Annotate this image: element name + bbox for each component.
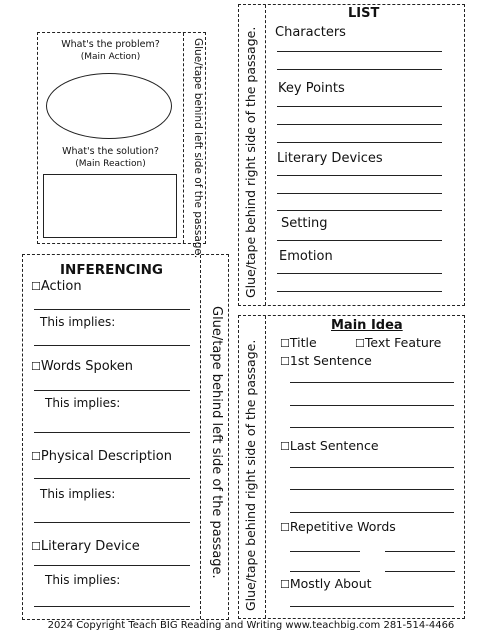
inferencing-action-item	[31, 279, 82, 294]
answer-line	[290, 405, 454, 406]
implies-label: This implies:	[45, 396, 121, 410]
list-characters: Characters	[275, 25, 346, 40]
solution-subtitle: (Main Reaction)	[75, 159, 146, 169]
list-title: LIST	[348, 6, 380, 21]
text-feature-label: Text Feature	[364, 335, 442, 350]
answer-line	[34, 606, 190, 607]
inferencing-literary-item	[31, 539, 140, 554]
implies-label: This implies:	[40, 487, 116, 501]
problem-oval	[46, 73, 172, 139]
inferencing-action-label: Action	[40, 279, 82, 294]
checkbox-icon[interactable]: ☐	[280, 521, 290, 534]
answer-line	[277, 124, 442, 125]
checkbox-icon[interactable]: ☐	[355, 337, 365, 350]
checkbox-icon[interactable]: ☐	[280, 355, 290, 368]
inferencing-glue-divider	[200, 255, 202, 619]
main-idea-mostly-about	[280, 576, 372, 591]
checkbox-icon[interactable]: ☐	[31, 450, 41, 463]
problem-glue-text: Glue/tape behind left side of the passage.	[192, 38, 204, 259]
answer-line	[277, 193, 442, 194]
answer-line	[277, 69, 442, 70]
list-key-points: Key Points	[278, 81, 345, 96]
solution-question: What's the solution?	[62, 146, 159, 157]
answer-line	[290, 382, 454, 383]
glue-strip-divider	[183, 33, 185, 243]
inferencing-words-item	[31, 359, 133, 374]
answer-line	[290, 467, 454, 468]
repetitive-words-label: Repetitive Words	[289, 519, 396, 534]
implies-label: This implies:	[40, 315, 116, 329]
inferencing-words-label: Words Spoken	[40, 359, 133, 374]
main-idea-title-option	[280, 335, 317, 350]
list-setting: Setting	[281, 216, 328, 231]
main-idea-glue-text: Glue/tape behind right side of the passage.	[243, 339, 258, 611]
checkbox-icon[interactable]: ☐	[280, 578, 290, 591]
main-idea-text-feature-option	[355, 335, 441, 350]
answer-line	[277, 210, 442, 211]
last-sentence-label: Last Sentence	[289, 438, 379, 453]
main-idea-repetitive-words	[280, 519, 396, 534]
answer-line	[290, 489, 454, 490]
inferencing-title: INFERENCING	[60, 262, 163, 278]
answer-line	[277, 273, 442, 274]
solution-rectangle	[43, 174, 177, 238]
checkbox-icon[interactable]: ☐	[31, 360, 41, 373]
answer-line	[34, 478, 190, 479]
main-idea-title: Main Idea	[331, 318, 403, 333]
list-glue-text: Glue/tape behind right side of the passage.	[243, 26, 258, 298]
answer-line	[34, 345, 190, 346]
answer-line	[277, 106, 442, 107]
checkbox-icon[interactable]: ☐	[280, 337, 290, 350]
answer-line	[277, 51, 442, 52]
title-option-label: Title	[289, 335, 317, 350]
answer-line	[34, 309, 190, 310]
answer-line	[34, 390, 190, 391]
first-sentence-label: 1st Sentence	[289, 353, 372, 368]
problem-subtitle: (Main Action)	[80, 52, 141, 62]
answer-line	[290, 551, 360, 552]
inferencing-glue-text: Glue/tape behind left side of the passage.	[209, 306, 224, 579]
answer-line	[277, 240, 442, 241]
main-idea-last-sentence	[280, 438, 379, 453]
answer-line	[290, 512, 454, 513]
answer-line	[385, 571, 455, 572]
answer-line	[34, 565, 190, 566]
answer-line	[34, 432, 190, 433]
list-glue-divider	[265, 5, 267, 305]
answer-line	[277, 291, 442, 292]
implies-label: This implies:	[45, 573, 121, 587]
list-literary-devices: Literary Devices	[277, 151, 383, 166]
inferencing-physical-label: Physical Description	[40, 449, 172, 464]
list-emotion: Emotion	[279, 249, 333, 264]
checkbox-icon[interactable]: ☐	[31, 540, 41, 553]
answer-line	[277, 142, 442, 143]
mostly-about-label: Mostly About	[289, 576, 372, 591]
answer-line	[290, 606, 454, 607]
inferencing-physical-item	[31, 449, 172, 464]
checkbox-icon[interactable]: ☐	[280, 440, 290, 453]
answer-line	[290, 571, 360, 572]
problem-question: What's the problem?	[61, 39, 160, 50]
answer-line	[290, 427, 454, 428]
answer-line	[277, 175, 442, 176]
inferencing-literary-label: Literary Device	[40, 539, 140, 554]
main-idea-glue-divider	[265, 316, 267, 618]
answer-line	[34, 522, 190, 523]
checkbox-icon[interactable]: ☐	[31, 280, 41, 293]
copyright-footer: 2024 Copyright Teach BIG Reading and Writing www.teachbig.com 281-514-4466	[47, 620, 455, 631]
answer-line	[385, 551, 455, 552]
main-idea-first-sentence	[280, 353, 372, 368]
